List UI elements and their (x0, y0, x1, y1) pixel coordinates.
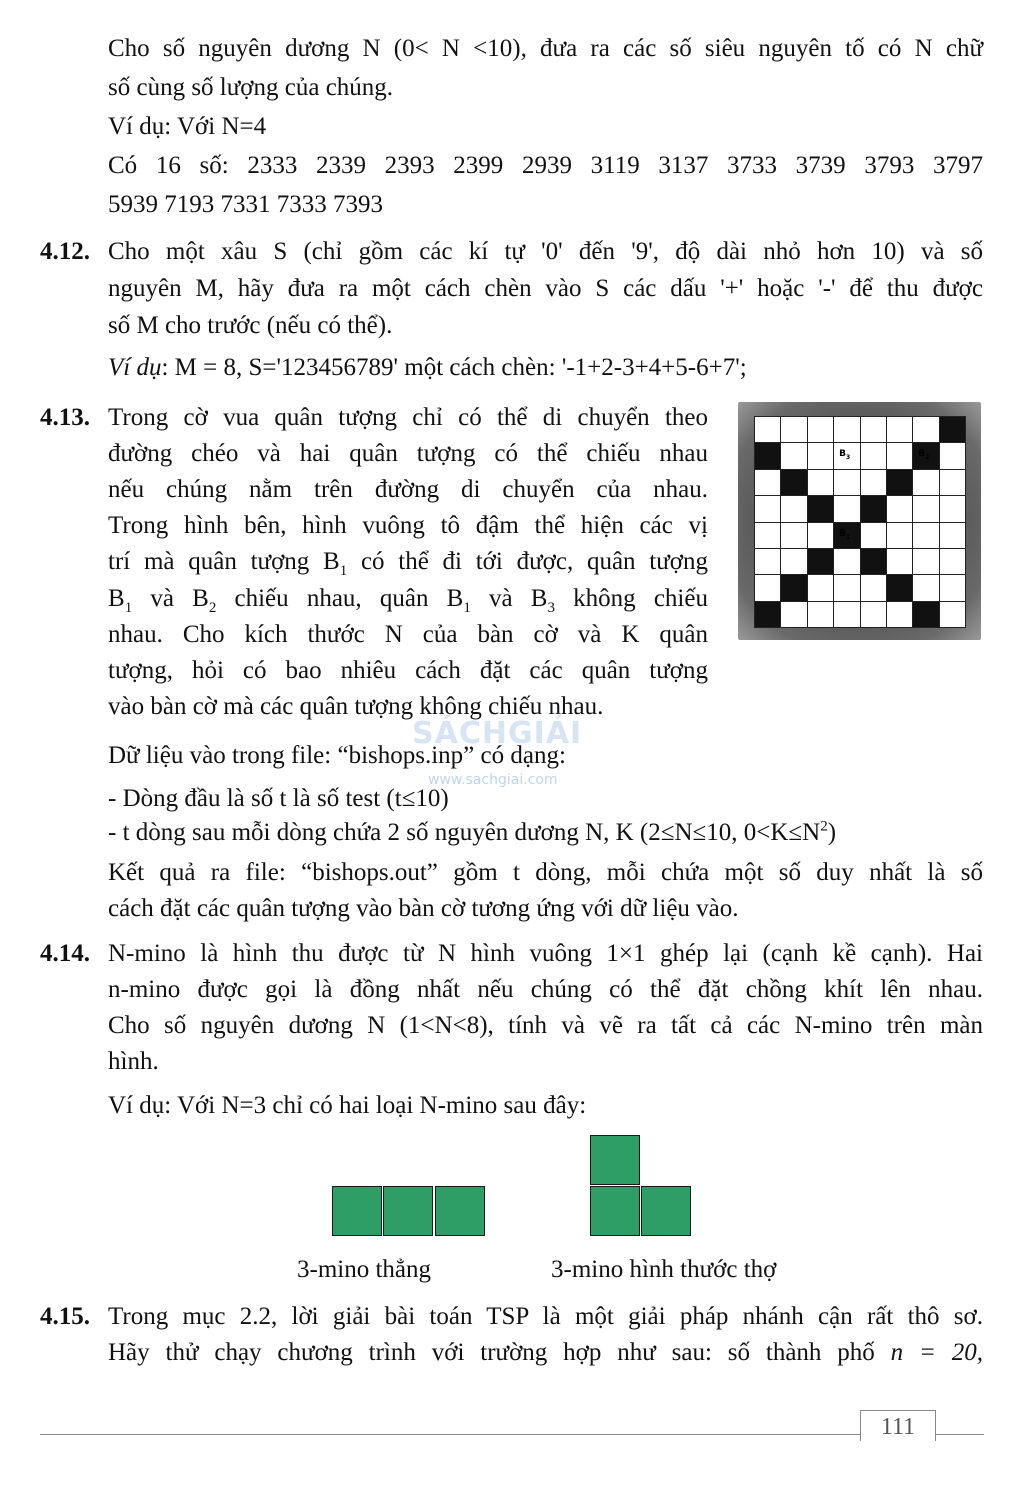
board-cell (755, 443, 780, 468)
exercise-number-4-13: 4.13. (40, 404, 90, 431)
intro-line-5: 5939 7193 7331 7333 7393 (108, 191, 383, 218)
board-cell (808, 417, 833, 442)
board-cell (940, 575, 965, 600)
board-cell (808, 523, 833, 548)
board-cell (781, 549, 806, 574)
ex412-line-3: số M cho trước (nếu có thể). (108, 312, 393, 339)
ex415-formula: n = 20, (890, 1339, 983, 1366)
board-cell (940, 496, 965, 521)
straight-tromino-square-1 (332, 1186, 382, 1236)
ex415-line-2: Hãy thử chạy chương trình với trường hợp như sau: số thành phố n = 20, (108, 1339, 983, 1366)
ex413-line-9: vào bàn cờ mà các quân tượng không chiếu nhau. (108, 693, 604, 720)
board-cell (940, 549, 965, 574)
board-cell (861, 549, 886, 574)
ex412-line-1: Cho một xâu S (chỉ gồm các kí tự '0' đến '9', độ dài nhỏ hơn 10) và số (108, 238, 983, 265)
board-cell (781, 417, 806, 442)
ex413-line-7: nhau. Cho kích thước N của bàn cờ và K quân (108, 621, 708, 648)
straight-tromino-square-2 (383, 1186, 433, 1236)
board-cell (887, 443, 912, 468)
ex414-line-2: n-mino được gọi là đồng nhất nếu chúng có thể đặt chồng khít lên nhau. (108, 976, 983, 1003)
board-cell (887, 575, 912, 600)
exercise-number-4-14: 4.14. (40, 940, 90, 967)
board-cell (781, 523, 806, 548)
board-cell (834, 523, 859, 548)
board-cell (861, 443, 886, 468)
board-cell (808, 470, 833, 495)
ex413-input-intro: Dữ liệu vào trong file: “bishops.inp” có dạng: (108, 742, 566, 769)
board-cell (834, 549, 859, 574)
board-cell (808, 443, 833, 468)
ex413-line-5: trí mà quân tượng $B_1$ có thể đi tới được, quân tượng (108, 548, 708, 579)
board-cell (940, 602, 965, 627)
board-cell (913, 470, 938, 495)
l-tromino-square-1 (590, 1135, 640, 1185)
board-cell (861, 417, 886, 442)
ex415-line-1: Trong mục 2.2, lời giải bài toán TSP là một giải pháp nhánh cận rất thô sơ. (108, 1303, 983, 1330)
board-cell (781, 602, 806, 627)
board-cell (861, 496, 886, 521)
board-cell (755, 496, 780, 521)
board-cell (887, 417, 912, 442)
board-cell (940, 443, 965, 468)
board-cell (887, 496, 912, 521)
board-cell (755, 417, 780, 442)
board-cell (834, 470, 859, 495)
ex413-output-line-2: cách đặt các quân tượng vào bàn cờ tương ứng với dữ liệu vào. (108, 895, 739, 922)
watermark-url: www.sachgiai.com (428, 772, 558, 788)
board-cell (913, 523, 938, 548)
ex413-line-1: Trong cờ vua quân tượng chỉ có thể di chuyển theo (108, 404, 708, 431)
straight-tromino-caption: 3-mino thẳng (297, 1256, 432, 1283)
board-cell (781, 443, 806, 468)
board-cell (913, 417, 938, 442)
board-cell (781, 575, 806, 600)
exercise-number-4-12: 4.12. (40, 238, 90, 265)
board-cell (861, 602, 886, 627)
ex414-line-1: N-mino là hình thu được từ N hình vuông 1×1 ghép lại (cạnh kề cạnh). Hai (108, 940, 983, 967)
ex414-line-5: Ví dụ: Với N=3 chỉ có hai loại N-mino sau đây: (108, 1092, 587, 1119)
ex413-line-2: đường chéo và hai quân tượng có thể chiếu nhau (108, 440, 708, 467)
intro-line-3: Ví dụ: Với N=4 (108, 113, 267, 140)
board-cell (808, 575, 833, 600)
ex413-line-8: tượng, hỏi có bao nhiêu cách đặt các quân tượng (108, 657, 708, 684)
ex413-line-4: Trong hình bên, hình vuông tô đậm thể hiện các vị (108, 512, 708, 539)
board-cell (755, 470, 780, 495)
board-cell (755, 549, 780, 574)
board-cell (755, 602, 780, 627)
board-cell (887, 470, 912, 495)
board-cell (834, 575, 859, 600)
bishop-label: $B_2$ (918, 449, 930, 462)
straight-tromino-square-3 (435, 1186, 485, 1236)
board-cell (781, 496, 806, 521)
intro-line-4: Có 16 số: 2333 2339 2393 2399 2939 3119 3137 3733 3739 3793 3797 (108, 152, 983, 179)
l-tromino-square-3 (641, 1186, 691, 1236)
l-tromino-square-2 (590, 1186, 640, 1236)
board-cell (940, 417, 965, 442)
board-cell (834, 417, 859, 442)
footer-rule (40, 1434, 984, 1435)
board-cell (913, 443, 938, 468)
ex413-line-3: nếu chúng nằm trên đường di chuyển của nhau. (108, 476, 708, 503)
board-cell (808, 602, 833, 627)
board-cell (861, 523, 886, 548)
watermark-logo: SÁCHGIẢI (412, 716, 583, 751)
board-cell (808, 496, 833, 521)
board-cell (834, 496, 859, 521)
board-cell (834, 602, 859, 627)
ex413-output-line-1: Kết quả ra file: “bishops.out” gồm t dòng, mỗi chứa một số duy nhất là số (108, 859, 983, 886)
ex413-line-6: $B_1$ và $B_2$ chiếu nhau, quân $B_1$ và $B_3$ không chiếu (108, 585, 708, 616)
board-cell (861, 575, 886, 600)
board-cell (913, 575, 938, 600)
ex412-example-text: : M = 8, S='123456789' một cách chèn: '-1+2-3+4+5-6+7'; (161, 354, 747, 381)
ex413-input-line-2: - t dòng sau mỗi dòng chứa 2 số nguyên dương N, K (2≤N≤10, $0<K\le N^2$) (108, 818, 837, 846)
board-cell (887, 549, 912, 574)
chessboard (754, 416, 966, 628)
board-cell (861, 470, 886, 495)
ex412-line-2: nguyên M, hãy đưa ra một cách chèn vào S các dấu '+' hoặc '-' để thu được (108, 275, 983, 302)
bishop-label: $B_3$ (839, 449, 851, 462)
board-cell (755, 523, 780, 548)
board-cell (940, 523, 965, 548)
intro-line-2: số cùng số lượng của chúng. (108, 74, 394, 101)
page-number: 111 (860, 1410, 936, 1441)
exercise-number-4-15: 4.15. (40, 1303, 90, 1330)
bishop-label: $B_1$ (839, 528, 851, 541)
ex414-line-3: Cho số nguyên dương N (1<N<8), tính và vẽ ra tất cả các N-mino trên màn (108, 1012, 983, 1039)
board-cell (834, 443, 859, 468)
board-cell (887, 602, 912, 627)
board-cell (887, 523, 912, 548)
board-cell (808, 549, 833, 574)
board-cell (913, 496, 938, 521)
l-tromino-caption: 3-mino hình thước thợ (551, 1256, 777, 1283)
ex414-line-4: hình. (108, 1048, 159, 1075)
board-cell (781, 470, 806, 495)
ex412-example-label: Ví dụ (108, 354, 162, 381)
board-cell (940, 470, 965, 495)
board-cell (913, 549, 938, 574)
board-cell (913, 602, 938, 627)
intro-line-1: Cho số nguyên dương N (0< N <10), đưa ra các số siêu nguyên tố có N chữ (108, 35, 983, 62)
ex413-input-line-1: - Dòng đầu là số t là số test (t≤10) (108, 785, 449, 812)
ex412-example (108, 349, 747, 386)
board-cell (755, 575, 780, 600)
